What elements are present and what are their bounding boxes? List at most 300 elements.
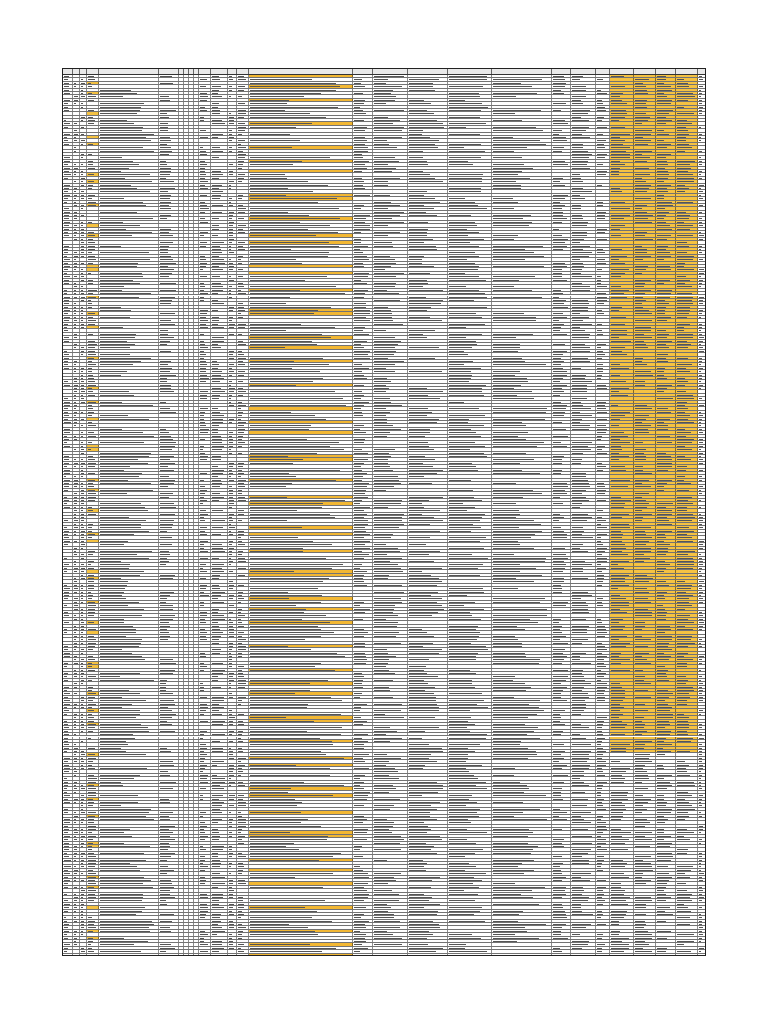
table-cell[interactable] [698,343,706,345]
table-cell[interactable] [492,129,552,131]
table-cell[interactable] [353,265,373,267]
table-cell[interactable] [237,387,249,389]
table-cell[interactable] [448,180,492,182]
table-cell[interactable] [656,187,676,189]
table-cell[interactable] [211,156,228,158]
table-cell[interactable] [159,245,179,247]
table-cell[interactable] [228,160,237,162]
table-cell[interactable] [571,333,596,335]
table-cell[interactable] [353,75,373,77]
table-cell[interactable] [159,153,179,155]
table-cell[interactable] [249,109,353,111]
table-cell[interactable] [596,265,610,267]
table-cell[interactable] [373,82,408,84]
table-cell[interactable] [634,234,656,236]
table-cell[interactable] [199,234,211,236]
table-cell[interactable] [596,268,610,270]
table-cell[interactable] [237,268,249,270]
table-cell[interactable] [73,173,80,175]
table-cell[interactable] [408,394,448,396]
table-cell[interactable] [249,245,353,247]
table-cell[interactable] [80,319,87,321]
table-cell[interactable] [87,136,99,138]
table-cell[interactable] [596,336,610,338]
table-cell[interactable] [99,78,159,80]
table-cell[interactable] [610,184,634,186]
table-cell[interactable] [676,207,698,209]
table-cell[interactable] [408,248,448,250]
table-cell[interactable] [159,374,179,376]
table-cell[interactable] [492,82,552,84]
table-cell[interactable] [634,173,656,175]
table-cell[interactable] [353,204,373,206]
table-cell[interactable] [159,299,179,301]
table-cell[interactable] [571,387,596,389]
table-cell[interactable] [634,99,656,101]
table-cell[interactable] [80,224,87,226]
table-cell[interactable] [211,129,228,131]
table-cell[interactable] [698,374,706,376]
table-cell[interactable] [634,241,656,243]
table-cell[interactable] [408,279,448,281]
table-cell[interactable] [237,282,249,284]
table-cell[interactable] [448,207,492,209]
table-cell[interactable] [353,316,373,318]
table-cell[interactable] [199,89,211,91]
table-cell[interactable] [656,150,676,152]
table-cell[interactable] [676,265,698,267]
table-cell[interactable] [73,377,80,379]
table-cell[interactable] [159,258,179,260]
table-cell[interactable] [634,204,656,206]
table-cell[interactable] [353,177,373,179]
table-cell[interactable] [634,170,656,172]
table-cell[interactable] [552,106,571,108]
table-cell[interactable] [373,146,408,148]
table-cell[interactable] [80,357,87,359]
table-cell[interactable] [676,146,698,148]
table-cell[interactable] [634,374,656,376]
table-cell[interactable] [552,241,571,243]
table-cell[interactable] [249,380,353,382]
table-cell[interactable] [87,245,99,247]
table-cell[interactable] [571,211,596,213]
table-cell[interactable] [552,190,571,192]
table-cell[interactable] [73,279,80,281]
table-cell[interactable] [73,180,80,182]
table-cell[interactable] [676,387,698,389]
table-cell[interactable] [373,302,408,304]
table-cell[interactable] [80,102,87,104]
table-cell[interactable] [408,319,448,321]
table-cell[interactable] [408,268,448,270]
table-cell[interactable] [492,78,552,80]
table-cell[interactable] [228,377,237,379]
table-cell[interactable] [492,258,552,260]
table-cell[interactable] [249,309,353,311]
table-cell[interactable] [656,319,676,321]
table-cell[interactable] [656,177,676,179]
table-cell[interactable] [249,139,353,141]
table-cell[interactable] [698,122,706,124]
table-cell[interactable] [73,136,80,138]
table-cell[interactable] [448,394,492,396]
table-cell[interactable] [80,302,87,304]
table-cell[interactable] [373,187,408,189]
table-cell[interactable] [249,112,353,114]
table-cell[interactable] [237,255,249,257]
table-cell[interactable] [571,204,596,206]
table-cell[interactable] [610,116,634,118]
table-cell[interactable] [492,285,552,287]
table-cell[interactable] [63,360,73,362]
table-cell[interactable] [228,357,237,359]
table-cell[interactable] [63,306,73,308]
table-cell[interactable] [353,214,373,216]
table-cell[interactable] [656,306,676,308]
table-cell[interactable] [237,279,249,281]
table-cell[interactable] [228,306,237,308]
table-cell[interactable] [676,238,698,240]
table-cell[interactable] [571,350,596,352]
table-cell[interactable] [571,92,596,94]
header-cell[interactable] [492,69,552,74]
table-cell[interactable] [63,234,73,236]
table-cell[interactable] [63,92,73,94]
table-cell[interactable] [237,340,249,342]
table-cell[interactable] [73,106,80,108]
table-cell[interactable] [698,360,706,362]
table-cell[interactable] [571,221,596,223]
table-cell[interactable] [199,204,211,206]
table-cell[interactable] [80,89,87,91]
table-cell[interactable] [249,180,353,182]
table-cell[interactable] [99,343,159,345]
table-cell[interactable] [676,380,698,382]
table-cell[interactable] [73,292,80,294]
table-cell[interactable] [610,340,634,342]
table-cell[interactable] [73,329,80,331]
table-cell[interactable] [634,180,656,182]
table-cell[interactable] [211,102,228,104]
table-cell[interactable] [87,343,99,345]
table-cell[interactable] [698,268,706,270]
table-cell[interactable] [159,309,179,311]
table-cell[interactable] [698,238,706,240]
table-cell[interactable] [373,319,408,321]
table-cell[interactable] [610,201,634,203]
table-cell[interactable] [373,95,408,97]
table-cell[interactable] [80,340,87,342]
table-cell[interactable] [211,241,228,243]
table-cell[interactable] [73,285,80,287]
table-cell[interactable] [596,184,610,186]
table-cell[interactable] [571,119,596,121]
table-cell[interactable] [99,146,159,148]
table-cell[interactable] [634,309,656,311]
table-cell[interactable] [99,126,159,128]
table-cell[interactable] [656,357,676,359]
table-cell[interactable] [408,153,448,155]
table-cell[interactable] [492,333,552,335]
table-cell[interactable] [353,85,373,87]
table-cell[interactable] [571,296,596,298]
table-cell[interactable] [676,217,698,219]
table-cell[interactable] [596,255,610,257]
table-cell[interactable] [596,102,610,104]
table-cell[interactable] [552,139,571,141]
table-cell[interactable] [159,329,179,331]
table-cell[interactable] [408,167,448,169]
table-cell[interactable] [237,150,249,152]
table-cell[interactable] [99,258,159,260]
table-cell[interactable] [698,116,706,118]
table-cell[interactable] [249,119,353,121]
table-cell[interactable] [87,255,99,257]
table-cell[interactable] [211,85,228,87]
table-cell[interactable] [80,397,87,399]
table-cell[interactable] [353,143,373,145]
table-cell[interactable] [596,221,610,223]
table-cell[interactable] [211,217,228,219]
table-cell[interactable] [492,350,552,352]
table-cell[interactable] [237,224,249,226]
table-cell[interactable] [199,319,211,321]
table-cell[interactable] [249,350,353,352]
table-cell[interactable] [199,139,211,141]
table-cell[interactable] [353,241,373,243]
table-cell[interactable] [492,377,552,379]
table-cell[interactable] [676,363,698,365]
table-cell[interactable] [676,245,698,247]
table-cell[interactable] [159,231,179,233]
table-cell[interactable] [63,299,73,301]
table-cell[interactable] [211,238,228,240]
table-cell[interactable] [634,268,656,270]
table-cell[interactable] [596,299,610,301]
table-cell[interactable] [87,89,99,91]
table-cell[interactable] [656,346,676,348]
table-cell[interactable] [373,214,408,216]
table-cell[interactable] [87,238,99,240]
table-cell[interactable] [492,272,552,274]
table-cell[interactable] [448,170,492,172]
table-cell[interactable] [448,143,492,145]
table-cell[interactable] [373,309,408,311]
table-cell[interactable] [73,302,80,304]
table-cell[interactable] [99,194,159,196]
table-cell[interactable] [448,89,492,91]
table-cell[interactable] [237,201,249,203]
table-cell[interactable] [492,153,552,155]
table-cell[interactable] [408,217,448,219]
table-cell[interactable] [373,99,408,101]
table-cell[interactable] [99,350,159,352]
table-cell[interactable] [571,217,596,219]
table-cell[interactable] [448,370,492,372]
table-cell[interactable] [698,262,706,264]
table-cell[interactable] [656,255,676,257]
table-cell[interactable] [373,217,408,219]
table-cell[interactable] [596,136,610,138]
table-cell[interactable] [159,122,179,124]
table-cell[interactable] [199,207,211,209]
table-cell[interactable] [80,329,87,331]
table-cell[interactable] [656,224,676,226]
table-cell[interactable] [63,245,73,247]
table-cell[interactable] [571,285,596,287]
table-cell[interactable] [211,251,228,253]
table-cell[interactable] [199,116,211,118]
table-cell[interactable] [73,177,80,179]
table-cell[interactable] [373,156,408,158]
table-cell[interactable] [656,95,676,97]
table-cell[interactable] [159,177,179,179]
table-cell[interactable] [492,156,552,158]
table-cell[interactable] [448,82,492,84]
table-cell[interactable] [596,180,610,182]
table-cell[interactable] [698,167,706,169]
table-cell[interactable] [87,173,99,175]
table-cell[interactable] [448,248,492,250]
table-cell[interactable] [634,102,656,104]
table-cell[interactable] [571,340,596,342]
table-cell[interactable] [610,102,634,104]
table-cell[interactable] [353,190,373,192]
table-cell[interactable] [353,146,373,148]
table-cell[interactable] [87,99,99,101]
table-cell[interactable] [80,78,87,80]
table-cell[interactable] [596,343,610,345]
table-cell[interactable] [373,207,408,209]
table-cell[interactable] [408,234,448,236]
table-cell[interactable] [353,370,373,372]
table-cell[interactable] [99,306,159,308]
table-cell[interactable] [448,272,492,274]
table-cell[interactable] [408,187,448,189]
table-cell[interactable] [656,329,676,331]
table-cell[interactable] [353,289,373,291]
table-cell[interactable] [634,299,656,301]
table-cell[interactable] [228,99,237,101]
table-cell[interactable] [199,122,211,124]
table-cell[interactable] [199,302,211,304]
table-cell[interactable] [80,106,87,108]
table-cell[interactable] [571,306,596,308]
table-cell[interactable] [698,224,706,226]
table-cell[interactable] [571,126,596,128]
table-cell[interactable] [199,309,211,311]
table-cell[interactable] [99,207,159,209]
table-cell[interactable] [571,153,596,155]
table-cell[interactable] [73,95,80,97]
table-cell[interactable] [610,187,634,189]
table-cell[interactable] [353,248,373,250]
table-cell[interactable] [698,265,706,267]
table-cell[interactable] [676,184,698,186]
table-cell[interactable] [99,384,159,386]
table-cell[interactable] [63,238,73,240]
table-cell[interactable] [552,150,571,152]
table-cell[interactable] [199,82,211,84]
table-cell[interactable] [492,146,552,148]
table-cell[interactable] [199,217,211,219]
table-cell[interactable] [492,201,552,203]
table-cell[interactable] [99,275,159,277]
table-cell[interactable] [199,133,211,135]
table-cell[interactable] [448,116,492,118]
table-cell[interactable] [80,312,87,314]
table-cell[interactable] [596,156,610,158]
table-cell[interactable] [228,241,237,243]
table-cell[interactable] [199,387,211,389]
table-cell[interactable] [676,82,698,84]
table-cell[interactable] [610,177,634,179]
table-cell[interactable] [353,102,373,104]
table-cell[interactable] [571,214,596,216]
table-cell[interactable] [237,316,249,318]
table-cell[interactable] [63,323,73,325]
table-cell[interactable] [634,329,656,331]
table-cell[interactable] [373,268,408,270]
table-cell[interactable] [656,163,676,165]
table-cell[interactable] [698,163,706,165]
table-cell[interactable] [228,343,237,345]
table-cell[interactable] [87,170,99,172]
table-cell[interactable] [228,82,237,84]
table-cell[interactable] [634,306,656,308]
table-cell[interactable] [698,353,706,355]
table-cell[interactable] [228,333,237,335]
table-cell[interactable] [199,255,211,257]
table-cell[interactable] [73,92,80,94]
table-cell[interactable] [159,346,179,348]
table-cell[interactable] [698,82,706,84]
table-cell[interactable] [87,268,99,270]
table-cell[interactable] [552,82,571,84]
table-cell[interactable] [656,228,676,230]
table-cell[interactable] [492,241,552,243]
table-cell[interactable] [492,95,552,97]
table-cell[interactable] [99,238,159,240]
table-cell[interactable] [211,340,228,342]
table-cell[interactable] [228,323,237,325]
table-cell[interactable] [373,316,408,318]
table-cell[interactable] [353,217,373,219]
table-cell[interactable] [353,340,373,342]
table-cell[interactable] [408,150,448,152]
table-cell[interactable] [610,89,634,91]
table-cell[interactable] [228,390,237,392]
table-cell[interactable] [211,173,228,175]
table-cell[interactable] [676,228,698,230]
table-cell[interactable] [492,367,552,369]
table-cell[interactable] [237,139,249,141]
table-cell[interactable] [73,350,80,352]
table-cell[interactable] [237,129,249,131]
table-cell[interactable] [634,153,656,155]
table-cell[interactable] [656,194,676,196]
table-cell[interactable] [353,384,373,386]
table-cell[interactable] [610,384,634,386]
table-cell[interactable] [99,374,159,376]
table-cell[interactable] [492,163,552,165]
table-cell[interactable] [448,245,492,247]
table-cell[interactable] [80,370,87,372]
table-cell[interactable] [237,350,249,352]
table-cell[interactable] [249,353,353,355]
table-cell[interactable] [634,262,656,264]
